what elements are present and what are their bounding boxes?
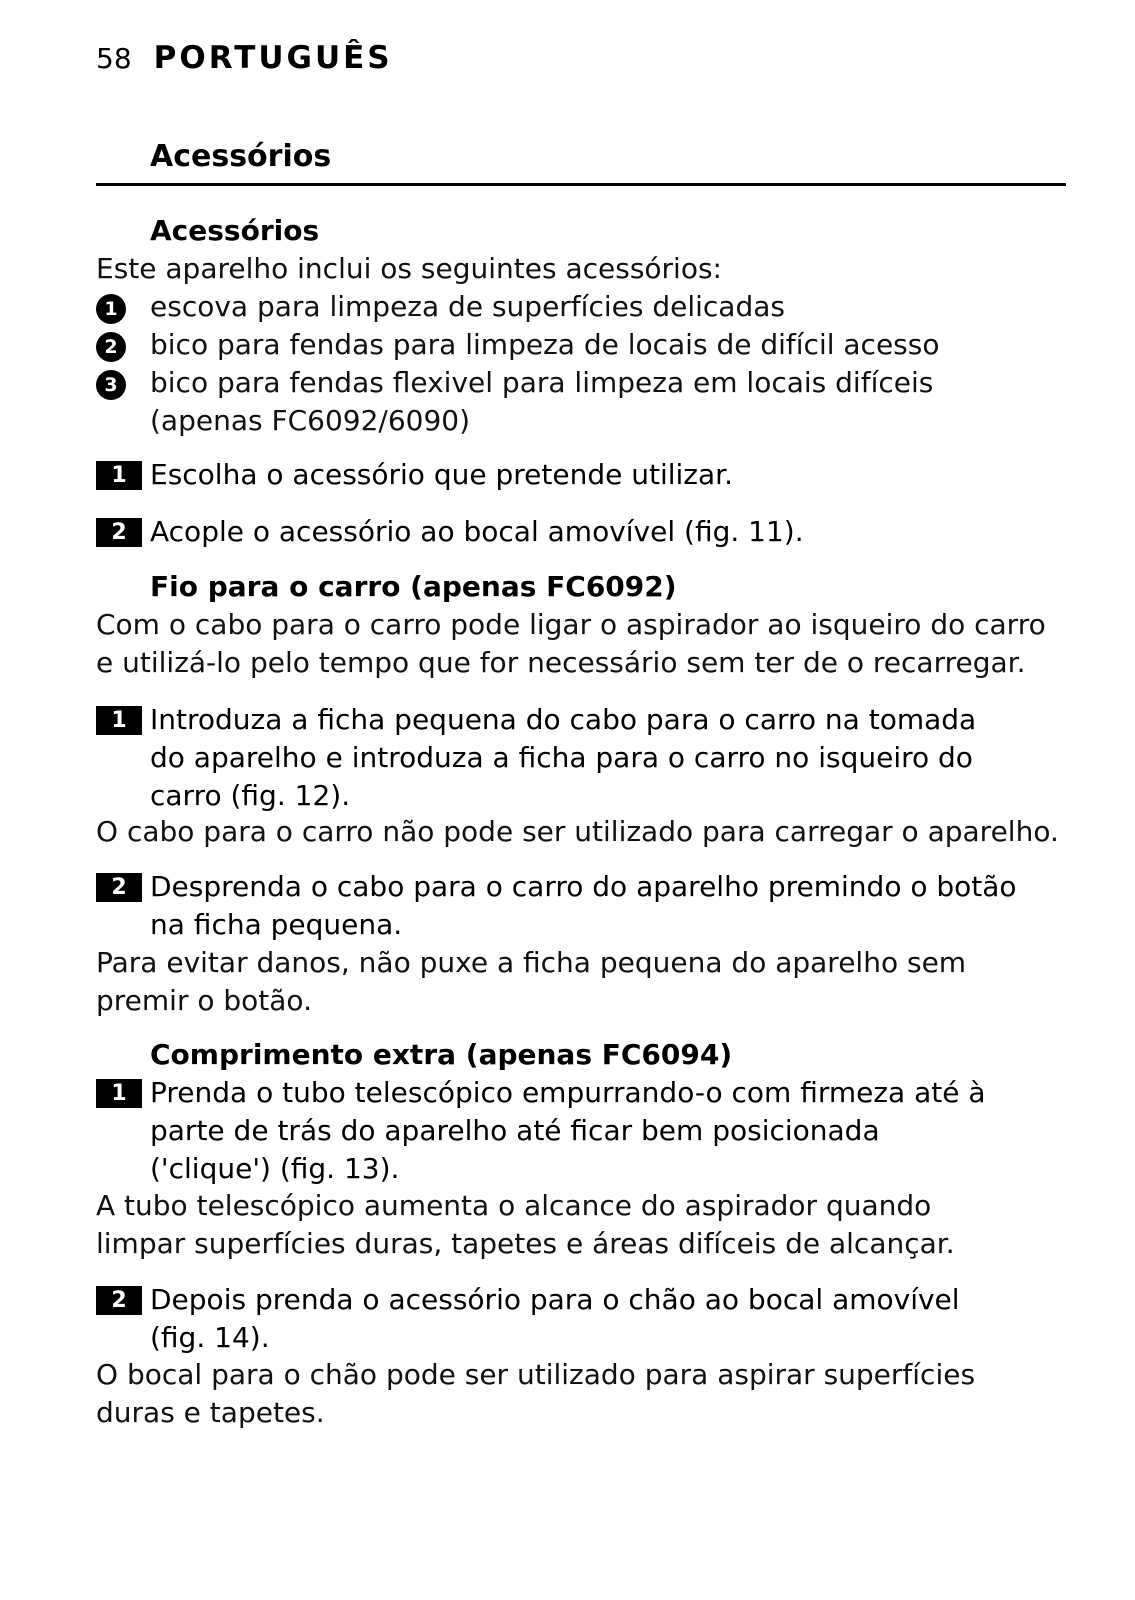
extra-length-floor-note: O bocal para o chão pode ser utilizado para aspirar superfícies duras e tapetes. [96,1358,976,1429]
step [96,456,1061,494]
step-number-badge: 2 [96,1286,142,1315]
extra-length-heading: Comprimento extra (apenas FC6094) [150,1038,733,1071]
extra-length-note: A tubo telescópico aumenta o alcance do aspirador quando limpar superfícies duras, tapetes e áreas difíceis de alcançar. [96,1189,955,1260]
step-number-badge: 2 [96,873,142,902]
accessory-item [96,326,1061,364]
car-cord-heading: Fio para o carro (apenas FC6092) [150,570,677,603]
step-number-badge: 2 [96,518,142,547]
accessory-item [96,364,936,440]
car-cord-note: O cabo para o carro não pode ser utilizado para carregar o aparelho. [96,815,1059,848]
accessory-item-text: bico para fendas flexivel para limpeza em locais difíceis (apenas FC6092/6090) [150,366,934,437]
accessories-intro: Este aparelho inclui os seguintes acessórios: [96,252,722,285]
step-number-badge: 1 [96,706,142,735]
section-divider [96,183,1066,186]
page-number: 58 [96,42,132,75]
step [96,1074,996,1188]
step [96,1281,976,1357]
page-header [96,40,393,76]
step-text: Escolha o acessório que pretende utilizar. [150,458,733,491]
step-text: Acople o acessório ao bocal amovível (fig. 11). [150,515,804,548]
number-circle-icon: 1 [96,294,126,324]
number-circle-icon: 3 [96,370,126,400]
step-text: Depois prenda o acessório para o chão ao bocal amovível (fig. 14). [150,1283,960,1354]
car-cord-intro: Com o cabo para o carro pode ligar o aspirador ao isqueiro do carro e utilizá-lo pelo tempo que for necessário sem ter de o recarregar. [96,608,1046,679]
accessories-heading: Acessórios [150,214,320,247]
step [96,513,1061,551]
step-text: Prenda o tubo telescópico empurrando-o com firmeza até à parte de trás do aparelho até ficar bem posicionada ('clique') (fig. 13). [150,1076,986,1185]
step-text: Introduza a ficha pequena do cabo para o carro na tomada do aparelho e introduza a ficha para o carro no isqueiro do carro (fig. 12). [150,703,977,812]
accessory-item [96,288,1061,326]
step-number-badge: 1 [96,1079,142,1108]
step [96,868,1021,944]
step-text: Desprenda o cabo para o carro do aparelho premindo o botão na ficha pequena. [150,870,1017,941]
step-number-badge: 1 [96,461,142,490]
accessory-item-text: bico para fendas para limpeza de locais de difícil acesso [150,328,940,361]
step [96,701,1011,815]
number-circle-icon: 2 [96,332,126,362]
accessory-item-text: escova para limpeza de superfícies delicadas [150,290,785,323]
car-cord-warning: Para evitar danos, não puxe a ficha pequena do aparelho sem premir o botão. [96,946,967,1017]
page-language: PORTUGUÊS [153,40,393,76]
section-title: Acessórios [150,139,332,174]
